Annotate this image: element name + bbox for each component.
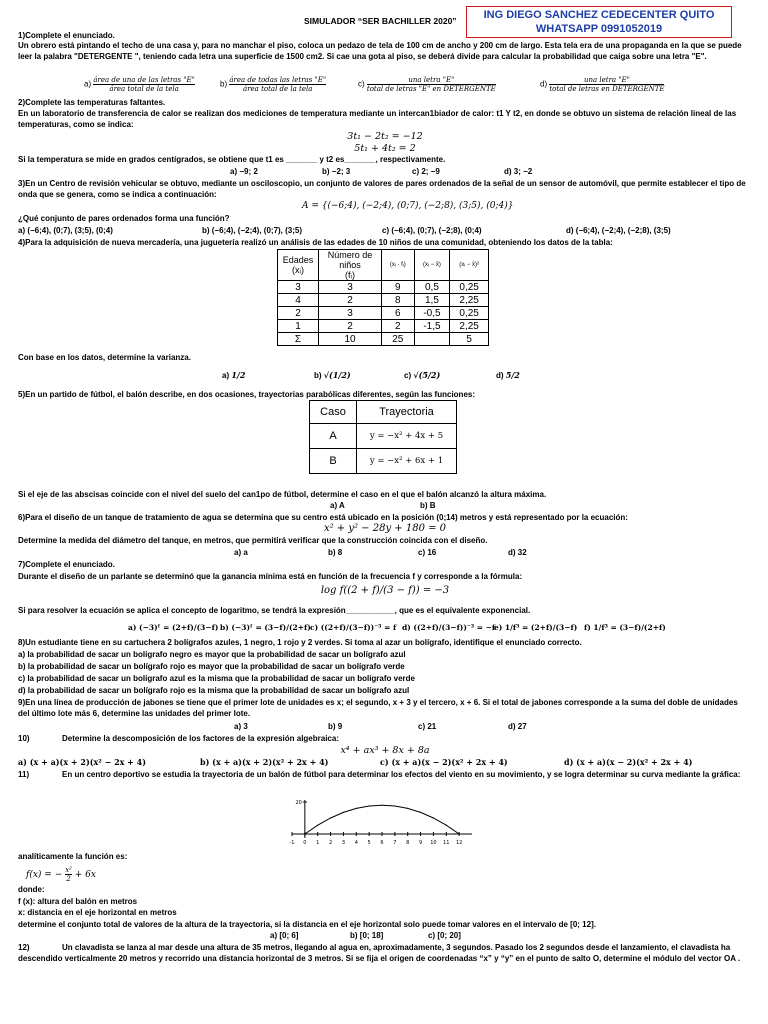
- q5-option-b[interactable]: b) B: [420, 501, 436, 510]
- q11-number: 11): [18, 770, 30, 779]
- q10-expr: x⁴ + ax³ + 8x + 8a: [340, 745, 430, 756]
- x-tick-label: 2: [328, 840, 333, 846]
- q3-option-c[interactable]: c) (−6;4), (0;7), (−2;8), (0;4): [382, 226, 482, 235]
- q2-title: 2)Complete las temperaturas faltantes.: [18, 98, 166, 107]
- q2-text: En un laboratorio de transferencia de calor se realizan dos mediciones de temperatura mediante un intercan1biador de calor: t1 Y t2, en donde se obtuvo un sistema de relación lineal de las temperaturas, como se indica:: [18, 109, 737, 129]
- curve-point: [459, 833, 460, 834]
- q6-option-a[interactable]: a) a: [234, 548, 248, 557]
- q11-title: En un centro deportivo se estudia la trayectoria de un balón de fútbol para determinar los efectos del viento en su movimiento, y se logra determinar su curva mediante la gráfica:: [62, 770, 741, 779]
- q1-title: 1)Complete el enunciado.: [18, 31, 115, 40]
- curve-point: [420, 812, 421, 813]
- q4-table: [277, 249, 489, 346]
- q1-d-num: una letra "E": [549, 76, 664, 85]
- q4-title: 4)Para la adquisición de nueva mercadería, una juguetería realizó un análisis de las edades de 10 niños de una comunidad, obteniendo los datos de la tabla:: [18, 238, 613, 247]
- q7-text: Durante el diseño de un parlante se determinó que la ganancia mínima está en función de la frecuencia f y corresponde a la fórmula:: [18, 572, 523, 581]
- q10-option-d[interactable]: d) (x + a)(x − 2)(x² + 2x + 4): [564, 757, 693, 767]
- q7-option-a[interactable]: a) (−3)ᶠ = (2+f)/(3−f): [128, 623, 219, 632]
- q6-question: Determine la medida del diámetro del tanque, en metros, que permitirá verificar que la construcción coincida con el diseño.: [18, 536, 488, 545]
- curve-point: [343, 812, 344, 813]
- x-tick-label: 3: [341, 840, 346, 846]
- q10-option-c[interactable]: c) (x + a)(x − 2)(x² + 2x + 4): [380, 757, 508, 767]
- q4-option-a[interactable]: a) 1/2: [222, 370, 246, 380]
- table-row: B y = −x² + 6x + 1: [310, 449, 457, 474]
- q10-option-b[interactable]: b) (x + a)(x + 2)(x² + 2x + 4): [200, 757, 329, 767]
- q9-option-d[interactable]: d) 27: [508, 722, 527, 731]
- q9-option-a[interactable]: a) 3: [234, 722, 248, 731]
- q7-option-c[interactable]: c) ((2+f)/(3−f))⁻³ = f: [310, 623, 397, 632]
- table-header-cell: Edades (xᵢ): [278, 250, 319, 281]
- q5-question: Si el eje de las abscisas coincide con el nivel del suelo del can1po de fútbol, determine el caso en el que el balón alcanzó la altura máxima.: [18, 490, 547, 499]
- q11-x-def: x: distancia en el eje horizontal en metros: [18, 908, 177, 917]
- q7-option-e[interactable]: e) 1/f³ = (2+f)/(3−f): [494, 623, 578, 632]
- q5-table: [309, 400, 457, 474]
- q3-option-a[interactable]: a) (−6;4), (0;7), (3;5), (0;4): [18, 226, 113, 235]
- table-row: Σ 10 25 5: [278, 333, 489, 346]
- x-tick-label: 9: [418, 840, 423, 846]
- q5-title: 5)En un partido de fútbol, el balón describe, en dos ocasiones, trayectorias parabólicas diferentes, según las funciones:: [18, 390, 475, 399]
- q6-option-c[interactable]: c) 16: [418, 548, 437, 557]
- q1-b-label: b): [220, 79, 228, 89]
- table-header-cell: (xᵢ − x̄)²: [450, 250, 489, 281]
- q12-number: 12): [18, 943, 30, 952]
- q6-option-d[interactable]: d) 32: [508, 548, 527, 557]
- brand-line2: WHATSAPP 0991052019: [535, 23, 663, 35]
- trajectory-curve: [305, 805, 459, 834]
- curve-point: [304, 833, 305, 834]
- q3-set: A = {(−6;4), (−2;4), (0;7), (−2;8), (3;5), (0;4)}: [302, 201, 514, 211]
- q1-d-den: total de letras en DETERGENTE: [549, 85, 665, 93]
- q1-a-label: a): [84, 79, 92, 89]
- q8-option-d[interactable]: d) la probabilidad de sacar un bolígrafo rojo es la misma que la probabilidad de sacar un bolígrafo azul: [18, 686, 410, 695]
- q1-b-num: área de todas las letras "E": [229, 76, 327, 84]
- q11-question: determine el conjunto total de valores de la altura de la trayectoria, si la distancia en el eje horizontal solo puede tomar valores en el intervalo de [0; 12].: [18, 920, 596, 929]
- x-tick-label: 0: [303, 840, 307, 846]
- table-row: A y = −x² + 4x + 5: [310, 424, 457, 449]
- q10-option-a[interactable]: a) (x + a)(x + 2)(x² − 2x + 4): [18, 757, 147, 767]
- q2-option-b[interactable]: b) −2; 3: [322, 167, 351, 176]
- q1-c-label: c): [358, 79, 365, 89]
- curve-point: [433, 817, 434, 818]
- q7-option-d[interactable]: d) ((2+f)/(3−f))⁻³ = −f: [402, 623, 496, 632]
- q4-option-b[interactable]: b) √(1/2): [314, 370, 351, 380]
- brand-line1: ING DIEGO SANCHEZ CEDECENTER QUITO: [483, 9, 715, 21]
- q10-title: Determine la descomposición de los factores de la expresión algebraica:: [62, 734, 339, 743]
- q4-option-c[interactable]: c) √(5/2): [404, 370, 441, 380]
- q12-text: Un clavadista se lanza al mar desde una altura de 35 metros, llegando al agua en, aproximadamente, 3 segundos. Pasado los 2 segundos desde el lanzamiento, el clavadista ha descendido verticalmente 20 metros y recorrido una distancia horizontal de 3 metros. Si se fija el origen de coordenadas “x” y “y” en el punto de salto O, determine el módulo del vector OA .: [18, 943, 741, 963]
- table-header-row: Caso Trayectoria: [310, 401, 457, 424]
- q2-question: Si la temperatura se mide en grados centígrados, se obtiene que t1 es _______ y t2 es_______, respectivamente.: [18, 155, 446, 164]
- q8-title: 8)Un estudiante tiene en su cartuchera 2 bolígrafos azules, 1 negro, 1 rojo y 2 verdes. Si toma al azar un bolígrafo, identifique el enunciado correcto.: [18, 638, 582, 647]
- q6-option-b[interactable]: b) 8: [328, 548, 343, 557]
- table-row: 1 2 2 -1,5 2,25: [278, 320, 489, 333]
- q1-option-b[interactable]: [220, 76, 326, 93]
- x-tick-label: 12: [455, 840, 463, 846]
- q11-fx-def: f (x): altura del balón en metros: [18, 897, 138, 906]
- q2-option-c[interactable]: c) 2; −9: [412, 167, 440, 176]
- q2-eq1: 3t₁ − 2t₂ = −12: [347, 131, 423, 142]
- x-tick-label: 5: [367, 840, 371, 846]
- q6-eq: x² + y² − 28y + 180 = 0: [323, 523, 447, 534]
- table-row: 2 3 6 -0,5 0,25: [278, 307, 489, 320]
- q1-option-c[interactable]: [358, 76, 496, 93]
- x-tick-label: 7: [393, 840, 397, 846]
- table-row: 4 2 8 1,5 2,25: [278, 294, 489, 307]
- q3-title: 3)En un Centro de revisión vehicular se obtuvo, mediante un osciloscopio, un conjunto de valores de pares ordenados de la señal de un sensor de automóvil, que permite establecer el tipo de onda que se genera, como se indica a continuación:: [18, 179, 746, 199]
- q8-option-b[interactable]: b) la probabilidad de sacar un bolígrafo rojo es mayor que la probabilidad de sacar un bolígrafo verde: [18, 662, 405, 671]
- table-row: 3 3 9 0,5 0,25: [278, 281, 489, 294]
- x-tick-label: 11: [443, 840, 450, 846]
- q7-option-f[interactable]: f) 1/f³ = (3−f)/(2+f): [584, 623, 666, 632]
- q1-a-den: área total de la tela: [109, 85, 179, 93]
- curve-point: [317, 825, 318, 826]
- table-header-cell: (xᵢ · fᵢ): [382, 250, 415, 281]
- q1-a-num: área de una de las letras "E": [93, 76, 195, 84]
- brand-box: [466, 6, 732, 38]
- curve-point: [407, 808, 408, 809]
- x-tick-label: -1: [289, 840, 295, 846]
- q1-c-num: una letra "E": [367, 76, 496, 85]
- q7-title: 7)Complete el enunciado.: [18, 560, 115, 569]
- q1-option-d[interactable]: [540, 76, 664, 93]
- q9-title: 9)En una línea de producción de jabones se tiene que el primer lote de unidades es x; el segundo, x + 3 y el tercero, x + 6. Si el total de jabones corresponde a la suma del doble de unidades del último lote más 6, determine las unidades del primer lote.: [18, 698, 738, 718]
- q7-question: Si para resolver la ecuación se aplica el concepto de logaritmo, se tendrá la expresión___________, que es el equivalente exponencial.: [18, 606, 531, 615]
- q3-question: ¿Qué conjunto de pares ordenados forma una función?: [18, 214, 230, 223]
- curve-point: [394, 805, 395, 806]
- x-tick-label: 8: [406, 840, 410, 846]
- q9-option-c[interactable]: c) 21: [418, 722, 437, 731]
- x-tick-label: 4: [354, 840, 358, 846]
- q10-number: 10): [18, 734, 30, 743]
- q5-option-a[interactable]: a) A: [330, 501, 345, 510]
- q2-option-a[interactable]: a) −9; 2: [230, 167, 258, 176]
- table-header-cell: (xᵢ − x̄): [414, 250, 450, 281]
- q1-option-a[interactable]: [84, 76, 195, 93]
- q4-option-d[interactable]: d) 5/2: [496, 370, 520, 380]
- curve-point: [381, 805, 382, 806]
- q11-option-b[interactable]: b) [0; 18]: [350, 931, 384, 940]
- q4-question: Con base en los datos, determine la varianza.: [18, 353, 191, 362]
- curve-point: [446, 825, 447, 826]
- q1-c-den: total de letras "E" en DETERGENTE: [366, 85, 496, 93]
- page-title: SIMULADOR “SER BACHILLER 2020”: [304, 16, 457, 26]
- q9-option-b[interactable]: b) 9: [328, 722, 343, 731]
- q8-option-c[interactable]: c) la probabilidad de sacar un bolígrafo azul es la misma que la probabilidad de sacar un bolígrafo verde: [18, 674, 415, 683]
- q7-formula: log f((2 + f)/(3 − f)) = −3: [320, 585, 450, 596]
- curve-point: [369, 805, 370, 806]
- q3-option-b[interactable]: b) (−6;4), (−2;4), (0;7), (3;5): [202, 226, 303, 235]
- x-tick-label: 1: [316, 840, 320, 846]
- q11-chart: [284, 796, 480, 850]
- q11-option-c[interactable]: c) [0; 20]: [428, 931, 461, 940]
- q1-b-den: área total de la tela: [243, 85, 313, 93]
- curve-point: [356, 808, 357, 809]
- q11-option-a[interactable]: a) [0; 6]: [270, 931, 299, 940]
- q3-option-d[interactable]: d) (−6;4), (−2;4), (−2;8), (3;5): [566, 226, 671, 235]
- q1-d-label: d): [540, 79, 548, 89]
- q6-title: 6)Para el diseño de un tanque de tratamiento de agua se determina que su centro está ubicado en la posición (0;14) metros y está representado por la ecuación:: [18, 513, 628, 522]
- x-tick-label: 6: [380, 840, 384, 846]
- q7-option-b[interactable]: b) (−3)ᶠ = (3−f)/(2+f): [220, 623, 311, 632]
- q2-eq2: 5t₁ + 4t₂ = 2: [354, 143, 416, 154]
- y-tick-label: 20: [295, 800, 302, 806]
- q11-donde: donde:: [18, 885, 45, 894]
- x-tick-label: 10: [430, 840, 437, 846]
- q2-option-d[interactable]: d) 3; −2: [504, 167, 533, 176]
- q1-text: Un obrero está pintando el techo de una casa y, para no manchar el piso, coloca un pedazo de tela de 100 cm de ancho y 200 cm de largo. Esta tela era de una propaganda en la que se puede leer la palabra "DETERGENTE ", teniendo cada letra una superficie de 1500 cm2. Si cae una gota al piso, se deberá divide para calcular la probabilidad que caiga sobre una letra "E".: [18, 41, 742, 61]
- curve-point: [330, 817, 331, 818]
- q11-function: f(x) = − $\frac{\text{x²}}{2}$ + 6x: [26, 866, 96, 883]
- q8-option-a[interactable]: a) la probabilidad de sacar un bolígrafo negro es mayor que la probabilidad de sacar un bolígrafo azul: [18, 650, 406, 659]
- table-header-cell: Número de niños (fᵢ): [319, 250, 382, 281]
- q11-text1: analíticamente la función es:: [18, 852, 128, 861]
- table-header-row: [278, 250, 489, 281]
